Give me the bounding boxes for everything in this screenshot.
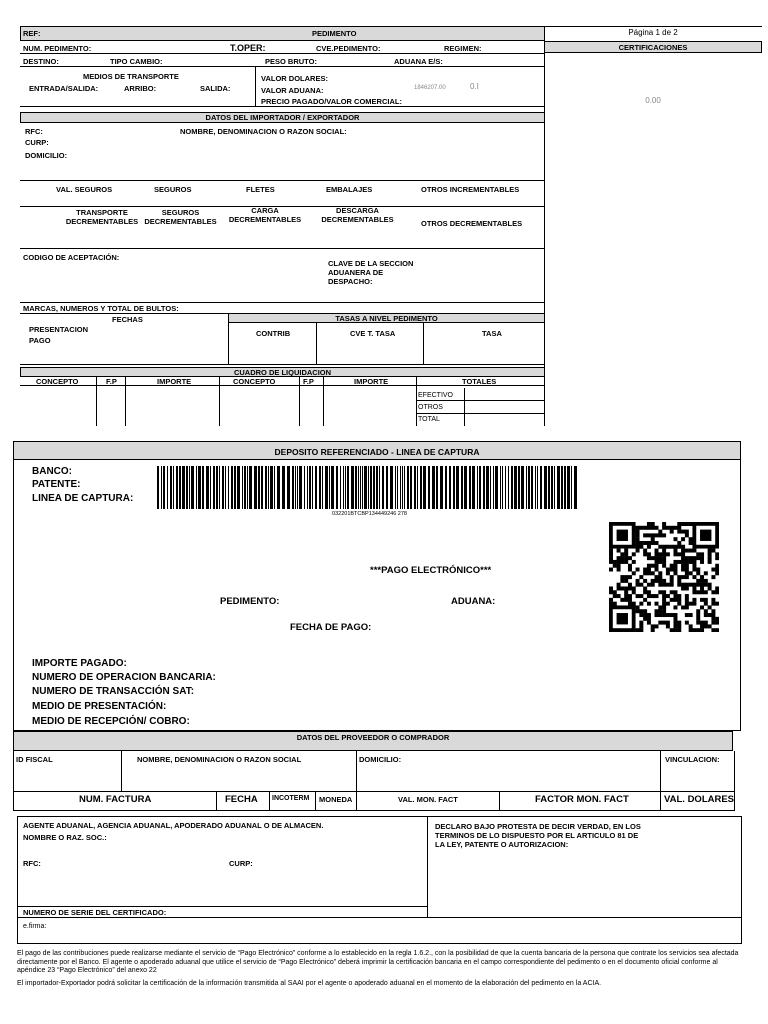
agente-nombre-label: NOMBRE O RAZ. SOC.: [23, 833, 107, 842]
proveedor-domicilio-label: DOMICILIO: [359, 755, 402, 764]
pedimento-title: PEDIMENTO [312, 29, 357, 38]
cve-t-tasa-label: CVE T. TASA [350, 329, 396, 338]
efectivo-label: EFECTIVO [418, 392, 454, 399]
footer-note-2: El importador-Exportador podrá solicitar la certificación de la información transmitida al SAAI por el agente o apoderado aduanal en el momento de la elaboración del pedimento en la ACIA. [17, 980, 602, 987]
entrada-salida-label: ENTRADA/SALIDA: [29, 84, 99, 93]
seguros-label: SEGUROS [154, 185, 192, 194]
num-factura-label: NUM. FACTURA [79, 794, 152, 805]
otros-decrementables-label: OTROS DECREMENTABLES [421, 219, 523, 228]
importe-1-label: IMPORTE [157, 377, 192, 386]
proveedor-title: DATOS DEL PROVEEDOR O COMPRADOR [296, 733, 450, 742]
salida-label: SALIDA: [200, 84, 231, 93]
agente-section [17, 816, 742, 944]
tasas-title: TASAS A NIVEL PEDIMENTO [335, 314, 438, 323]
valor-aduana-label: VALOR ADUANA: [261, 86, 324, 95]
linea-captura-label: LINEA DE CAPTURA: [32, 493, 134, 504]
clave-seccion-label: CLAVE DE LA SECCION ADUANERA DE DESPACHO: [328, 259, 414, 286]
valor-numero: 1846207.00 [414, 85, 446, 91]
medio-presentacion-label: MEDIO DE PRESENTACIÓN: [32, 701, 167, 712]
pago-electronico-label: ***PAGO ELECTRÓNICO*** [370, 565, 492, 576]
banco-label: BANCO: [32, 466, 72, 477]
aduana-label: ADUANA: [451, 596, 496, 607]
totales-label: TOTALES [462, 377, 497, 386]
deposito-section [13, 441, 741, 731]
declaro-label: DECLARO BAJO PROTESTA DE DECIR VERDAD, EN LOS TERMINOS DE LO DISPUESTO POR EL ARTICULO 81 DE LA LEY, PATENTE O AUTORIZACION: [435, 822, 641, 849]
deposito-title: DEPOSITO REFERENCIADO - LINEA DE CAPTURA [274, 447, 480, 457]
codigo-aceptacion-label: CODIGO DE ACEPTACIÓN: [23, 253, 120, 262]
efirma-label: e.firma: [23, 923, 47, 930]
factor-mon-fact-label: FACTOR MON. FACT [535, 794, 629, 805]
carga-decrementables-label: CARGA DECREMENTABLES [228, 206, 302, 224]
peso-bruto-label: PESO BRUTO: [265, 57, 317, 66]
barcode [157, 466, 582, 509]
tasa-label: TASA [482, 329, 502, 338]
fp-2-label: F.P [303, 377, 314, 386]
presentacion-label: PRESENTACION [29, 325, 89, 334]
moneda-label: MONEDA [319, 795, 353, 804]
numero-transaccion-label: NUMERO DE TRANSACCIÓN SAT: [32, 686, 195, 697]
otros-label: OTROS [418, 404, 443, 411]
importe-pagado-label: IMPORTE PAGADO: [32, 658, 127, 669]
agente-rfc-label: RFC: [23, 859, 41, 868]
descarga-decrementables-label: DESCARGA DECREMENTABLES [321, 206, 394, 224]
id-fiscal-label: ID FISCAL [16, 755, 53, 764]
marcas-label: MARCAS, NUMEROS Y TOTAL DE BULTOS: [23, 304, 179, 313]
valor-dolares-label: VALOR DOLARES: [261, 74, 328, 83]
agente-curp-label: CURP: [229, 859, 253, 868]
qr-code [609, 522, 719, 632]
medios-transporte-label: MEDIOS DE TRANSPORTE [83, 72, 179, 81]
importe-2-label: IMPORTE [354, 377, 389, 386]
barcode-number: 032201BTCBP134449246 278 [332, 511, 407, 517]
fletes-label: FLETES [246, 185, 275, 194]
regimen-label: REGIMEN: [444, 44, 482, 53]
proveedor-section [13, 731, 735, 811]
certificaciones-panel [544, 26, 762, 426]
rfc-label: RFC: [25, 127, 43, 136]
tipo-cambio-label: TIPO CAMBIO: [110, 57, 163, 66]
seguros-decrementables-label: SEGUROS DECREMENTABLES [144, 208, 217, 226]
agente-title: AGENTE ADUANAL, AGENCIA ADUANAL, APODERADO ADUANAL O DE ALMACEN. [23, 821, 324, 830]
valor-small: 0.I [470, 82, 479, 91]
fecha-pago-label: FECHA DE PAGO: [290, 622, 372, 633]
cve-pedimento-label: CVE.PEDIMENTO: [316, 44, 381, 53]
val-dolares-label: VAL. DOLARES [664, 794, 735, 805]
otros-incrementables-label: OTROS INCREMENTABLES [421, 185, 520, 194]
nombre-razon-label: NOMBRE, DENOMINACION O RAZON SOCIAL: [180, 127, 347, 136]
patente-label: PATENTE: [32, 479, 81, 490]
proveedor-nombre-label: NOMBRE, DENOMINACION O RAZON SOCIAL [137, 755, 302, 764]
fp-1-label: F.P [106, 377, 117, 386]
concepto-2-label: CONCEPTO [233, 377, 276, 386]
arribo-label: ARRIBO: [124, 84, 157, 93]
aduana-es-label: ADUANA E/S: [394, 57, 443, 66]
pedimento-section [20, 26, 742, 426]
fechas-label: FECHAS [112, 315, 143, 324]
fecha-label: FECHA [225, 794, 258, 805]
pedimento-label: PEDIMENTO: [220, 596, 280, 607]
datos-importador-title: DATOS DEL IMPORTADOR / EXPORTADOR [205, 113, 360, 122]
concepto-1-label: CONCEPTO [36, 377, 79, 386]
certificacion-value: 0.00 [645, 96, 661, 105]
val-mon-fact-label: VAL. MON. FACT [398, 795, 458, 804]
curp-label: CURP: [25, 138, 49, 147]
cuadro-liquidacion-title: CUADRO DE LIQUIDACION [233, 368, 332, 377]
destino-label: DESTINO: [23, 57, 59, 66]
num-pedimento-label: NUM. PEDIMENTO: [23, 44, 92, 53]
precio-pagado-label: PRECIO PAGADO/VALOR COMERCIAL: [261, 97, 402, 106]
medio-recepcion-label: MEDIO DE RECEPCIÓN/ COBRO: [32, 716, 190, 727]
total-label: TOTAL [418, 416, 440, 423]
numero-operacion-label: NUMERO DE OPERACION BANCARIA: [32, 672, 216, 683]
pedimento-header-row [20, 26, 545, 41]
incoterm-label: INCOTERM [272, 795, 310, 802]
val-seguros-label: VAL. SEGUROS [56, 185, 113, 194]
contrib-label: CONTRIB [256, 329, 291, 338]
footer-note-1: El pago de las contribuciones puede realizarse mediante el servicio de “Pago Electrónico” conforme a lo establecido en la regla 1.6.2., con la posibilidad de que la cuenta bancaria de la persona que contrate los servicios sea afectada directamente por el Banco. El agente o apoderado aduanal que utilice el servicio de “Pago Electrónico” deberá imprimir la certificación bancaria en el campo correspondiente del pedimento o en el documento oficial conforme al apéndice 23 “Pago Electrónico” del anexo 22 [17, 950, 739, 974]
embalajes-label: EMBALAJES [326, 185, 373, 194]
certificaciones-label: CERTIFICACIONES [618, 43, 688, 52]
numero-serie-label: NUMERO DE SERIE DEL CERTIFICADO: [23, 908, 167, 917]
vinculacion-label: VINCULACION: [665, 755, 720, 764]
t-oper-label: T.OPER: [230, 43, 266, 53]
pago-label: PAGO [29, 336, 51, 345]
domicilio-label: DOMICILIO: [25, 151, 68, 160]
pagina-label: Página 1 de 2 [628, 28, 678, 37]
transporte-decrementables-label: TRANSPORTE DECREMENTABLES [65, 208, 139, 226]
ref-label: REF: [23, 29, 41, 38]
